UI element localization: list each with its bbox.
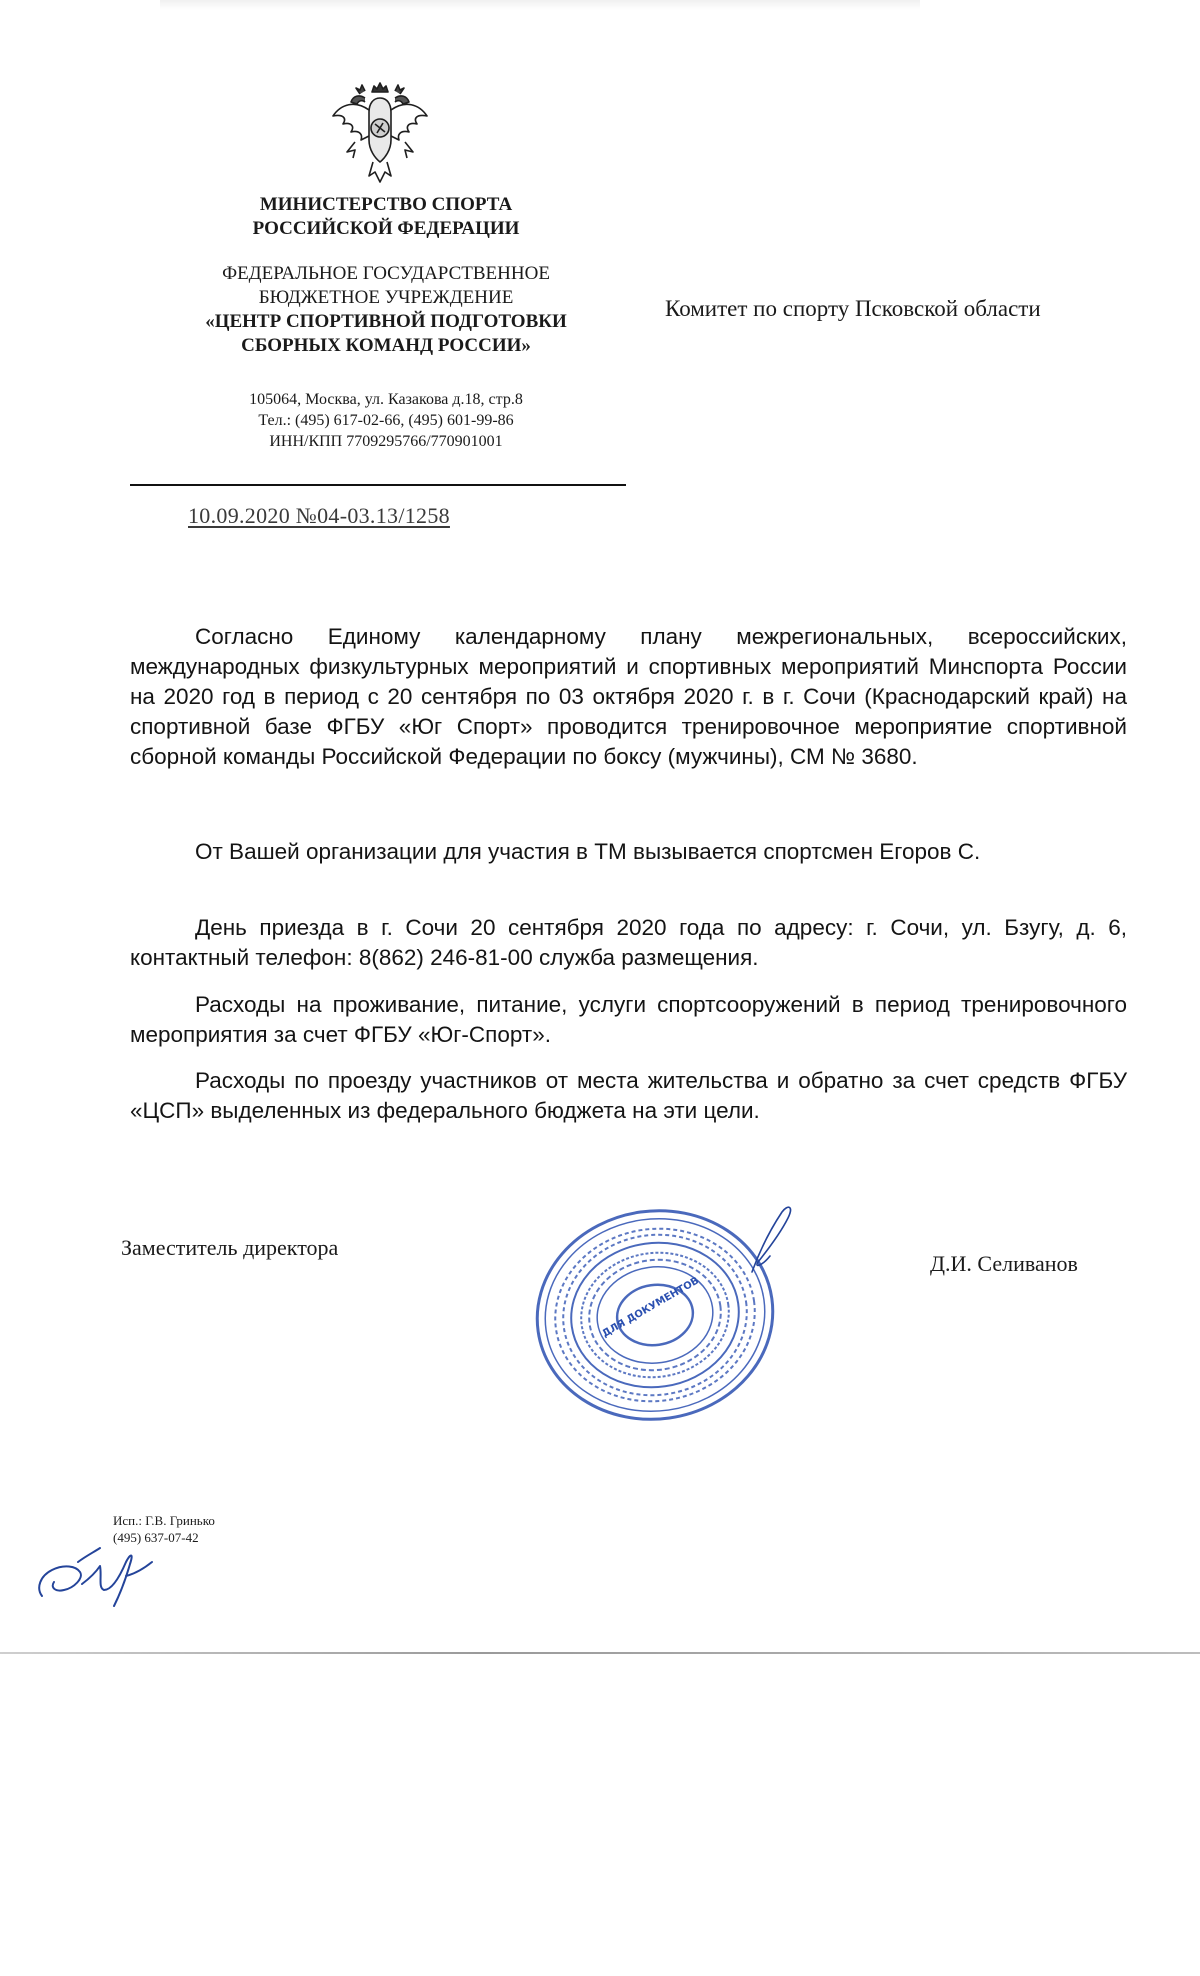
body-paragraph: [130, 990, 1127, 1050]
org-inn: ИНН/КПП 7709295766/770901001: [269, 433, 503, 450]
org-name-line: СБОРНЫХ КОМАНД РОССИИ»: [241, 335, 531, 356]
initials-signature-icon: [30, 1532, 170, 1612]
body-paragraph: [130, 1066, 1127, 1126]
signer-title: Заместитель директора: [121, 1235, 339, 1260]
body-paragraph: [130, 837, 1127, 867]
scan-page-edge: [0, 1652, 1200, 1654]
org-line: БЮДЖЕТНОЕ УЧРЕЖДЕНИЕ: [258, 287, 514, 308]
stamp-center-text: ДЛЯ ДОКУМЕНТОВ: [600, 1275, 702, 1340]
paragraph-text: От Вашей организации для участия в ТМ вызывается спортсмен Егоров С.: [195, 839, 981, 864]
org-line: ФЕДЕРАЛЬНОЕ ГОСУДАРСТВЕННОЕ: [222, 263, 550, 284]
body-paragraph: [130, 622, 1127, 772]
body-paragraph: [130, 913, 1127, 973]
ministry-line: МИНИСТЕРСТВО СПОРТА: [259, 194, 513, 215]
org-name-line: «ЦЕНТР СПОРТИВНОЙ ПОДГОТОВКИ: [205, 311, 567, 332]
org-phone: Тел.: (495) 617-02-66, (495) 601-99-86: [258, 412, 514, 429]
signer-name: Д.И. Селиванов: [930, 1251, 1078, 1276]
executor-name: Исп.: Г.В. Гринько: [113, 1513, 215, 1528]
paragraph-text: Расходы на проживание, питание, услуги спортсооружений в период тренировочного мероприятия за счет ФГБУ «Юг-Спорт».: [130, 992, 1127, 1047]
organization-header: [160, 262, 612, 358]
paragraph-text: Расходы по проезду участников от места жительства и обратно за счет средств ФГБУ «ЦСП» выделенных из федерального бюджета на эти цели.: [130, 1068, 1127, 1123]
registration-number: 10.09.2020 №04-03.13/1258: [188, 503, 450, 528]
recipient: Комитет по спорту Псковской области: [665, 296, 1041, 321]
org-contacts: [160, 389, 612, 452]
header-divider: [130, 484, 626, 486]
scan-top-shadow: [160, 0, 920, 10]
double-headed-eagle-emblem-icon: [325, 80, 435, 190]
ministry-line: РОССИЙСКОЙ ФЕДЕРАЦИИ: [252, 218, 520, 239]
paragraph-text: День приезда в г. Сочи 20 сентября 2020 года по адресу: г. Сочи, ул. Бзугу, д. 6, контактный телефон: 8(862) 246-81-00 служба размещения.: [130, 915, 1127, 970]
org-address: 105064, Москва, ул. Казакова д.18, стр.8: [249, 391, 523, 408]
paragraph-text: Согласно Единому календарному плану межрегиональных, всероссийских, международных физкультурных мероприятий и спортивных мероприятий Минспорта России на 2020 год в период с 20 сентября по 03 октября 2020 г. в г. Сочи (Краснодарский край) на спортивной базе ФГБУ «Юг Спорт» проводится тренировочное мероприятие спортивной сборной команды Российской Федерации по боксу (мужчины), СМ № 3680.: [130, 624, 1127, 769]
handwritten-signature-icon: [700, 1200, 820, 1300]
ministry-header: [160, 193, 612, 241]
executor-phone: (495) 637-07-42: [113, 1530, 199, 1545]
